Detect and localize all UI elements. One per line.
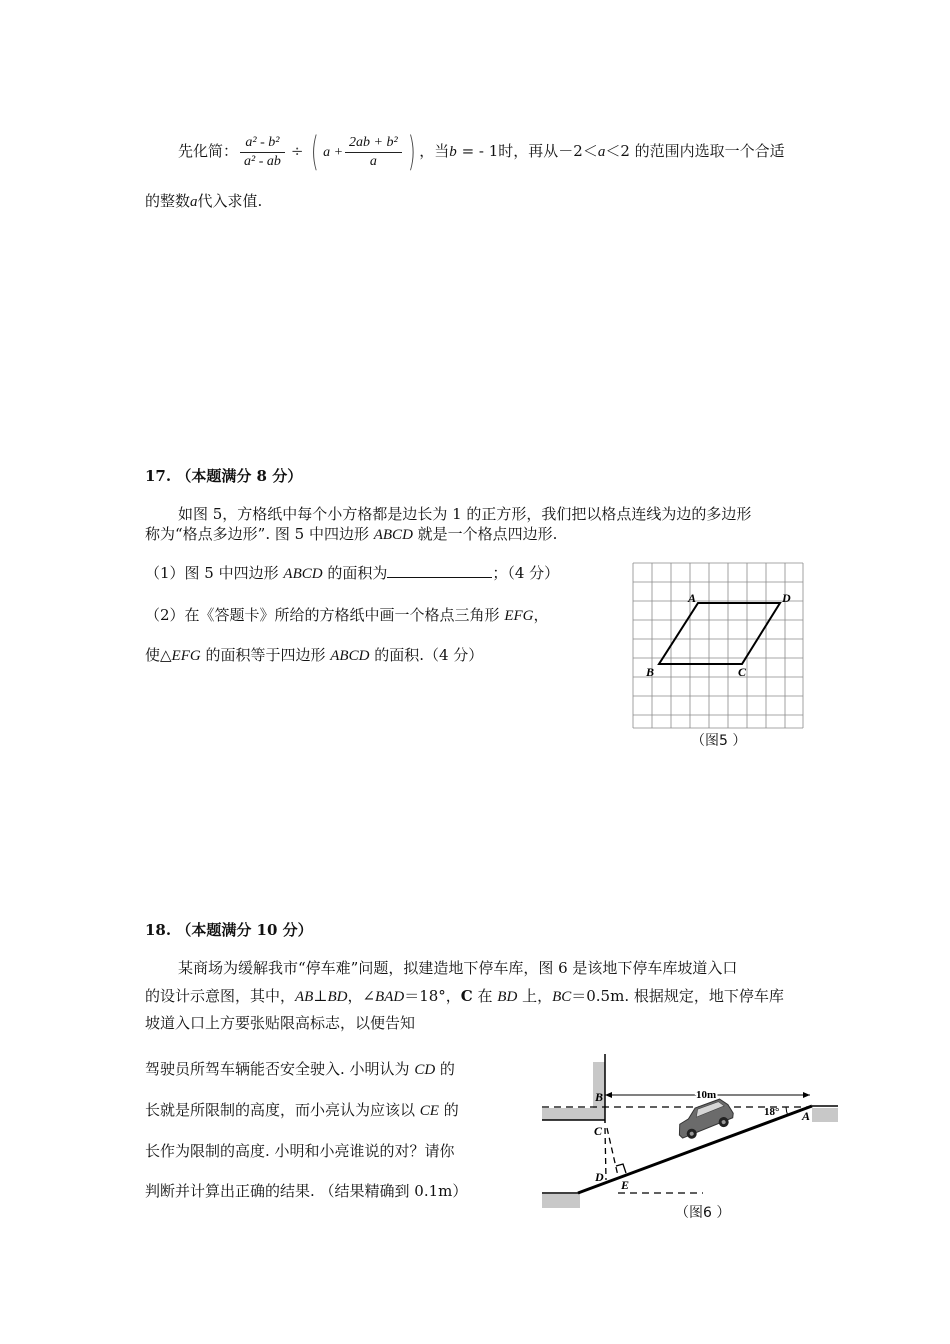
arrow-right bbox=[803, 1092, 810, 1098]
q18-bc: BC bbox=[552, 989, 572, 1005]
q18-para6: 长作为限制的高度. 小明和小亮谁说的对？请你 bbox=[145, 1142, 455, 1160]
q17-para2-post: 就是一个格点四边形. bbox=[412, 525, 558, 543]
fraction-1 bbox=[240, 134, 285, 171]
q16-cond-pre: ，当 bbox=[419, 142, 450, 160]
q16-line2-a: a bbox=[190, 194, 198, 210]
fraction-2 bbox=[345, 134, 402, 171]
q18-para5-post: 的 bbox=[438, 1101, 459, 1119]
ground-shade-right bbox=[812, 1108, 838, 1122]
q16-line2-pre: 的整数 bbox=[145, 192, 191, 210]
dimension-label: 10m bbox=[696, 1089, 717, 1101]
dashed-ce bbox=[607, 1128, 618, 1176]
q18-eq: ＝18°， bbox=[404, 987, 461, 1005]
inner-a: a + bbox=[323, 145, 344, 160]
q17-item1 bbox=[145, 562, 559, 583]
fraction-1-denominator: a² - ab bbox=[244, 153, 281, 169]
grid-lines bbox=[633, 563, 803, 728]
q18-para4 bbox=[145, 1058, 455, 1079]
fraction-2-denominator: a bbox=[369, 153, 377, 169]
q17-item3 bbox=[145, 644, 483, 665]
q18-para7: 判断并计算出正确的结果. （结果精确到 0.1m） bbox=[145, 1182, 468, 1200]
q18-heading: 18. （本题满分 10 分） bbox=[145, 921, 313, 939]
label-b: B bbox=[595, 1090, 604, 1104]
q18-cd: CD bbox=[414, 1062, 436, 1078]
q16-line2-post: 代入求值. bbox=[197, 192, 263, 210]
q17-item1-post: ；（4 分） bbox=[492, 564, 560, 582]
q17-item1-mid: 的面积为 bbox=[322, 564, 388, 582]
figure-5-caption: （图5 ） bbox=[691, 733, 747, 749]
q16-cond-a: a bbox=[597, 144, 606, 160]
answer-blank bbox=[387, 563, 492, 578]
q18-para1: 某商场为缓解我市“停车难”问题，拟建造地下停车库，图 6 是该地下停车库坡道入口 bbox=[178, 959, 738, 977]
q18-para4-pre: 驾驶员所驾车辆能否安全驶入. 小明认为 bbox=[145, 1060, 415, 1078]
label-c: C bbox=[594, 1124, 603, 1138]
label-d: D bbox=[595, 1170, 604, 1184]
q17-heading: 17. （本题满分 8 分） bbox=[145, 467, 303, 485]
fraction-1-numerator: a² - b² bbox=[240, 134, 285, 153]
q17-para2-abcd: ABCD bbox=[373, 527, 413, 543]
q18-para5-pre: 长就是所限制的高度，而小亮认为应该以 bbox=[145, 1101, 420, 1119]
figure-6-ramp bbox=[538, 1048, 840, 1213]
divide-sign: ÷ bbox=[290, 142, 304, 160]
q17-item2-efg: EFG bbox=[504, 608, 534, 624]
figure-6-caption: （图6 ） bbox=[675, 1205, 731, 1221]
figure-5-grid bbox=[628, 558, 808, 733]
q18-para4-post: 的 bbox=[435, 1060, 455, 1078]
q18-c: C bbox=[460, 987, 473, 1005]
q16-cond-b: b bbox=[449, 144, 457, 160]
q17-item1-abcd: ABCD bbox=[283, 566, 323, 582]
q17-item2-post: ， bbox=[533, 606, 549, 624]
q17-item3-abcd: ABCD bbox=[330, 648, 370, 664]
ground-shade-bottom bbox=[542, 1194, 580, 1208]
q18-ce: CE bbox=[419, 1103, 439, 1119]
arrow-left bbox=[605, 1092, 612, 1098]
q16-line2 bbox=[145, 190, 262, 211]
q17-item3-post: 的面积.（4 分） bbox=[369, 646, 484, 664]
q18-perp: ⊥ bbox=[313, 987, 328, 1005]
q17-item3-efg: EFG bbox=[171, 648, 201, 664]
label-e: E bbox=[621, 1178, 630, 1192]
q18-angle: ，∠ bbox=[347, 987, 376, 1005]
fraction-2-numerator: 2ab + b² bbox=[345, 134, 402, 153]
q17-item2 bbox=[145, 604, 549, 625]
q18-para2-post: ＝0.5m. 根据规定，地下停车库 bbox=[571, 987, 784, 1005]
q16-prefix: 先化简： bbox=[178, 142, 239, 160]
left-paren: ( bbox=[311, 129, 320, 175]
angle-label: 18° bbox=[764, 1106, 780, 1118]
dashed-cd bbox=[605, 1128, 606, 1180]
q18-up: 上， bbox=[517, 987, 553, 1005]
parallelogram-abcd bbox=[659, 603, 780, 664]
q18-bd: BD bbox=[327, 989, 348, 1005]
right-paren: ) bbox=[407, 129, 416, 175]
label-c: C bbox=[738, 665, 747, 679]
q18-para3: 坡道入口上方要张贴限高标志，以便告知 bbox=[145, 1014, 416, 1032]
label-a: A bbox=[688, 591, 697, 605]
q18-para2-pre: 的设计示意图，其中， bbox=[145, 987, 296, 1005]
q17-para2 bbox=[145, 523, 557, 544]
car-icon bbox=[673, 1096, 737, 1142]
label-b: B bbox=[646, 665, 655, 679]
q17-item2-pre: （2）在《答题卡》所给的方格纸中画一个格点三角形 bbox=[145, 606, 505, 624]
q16-cond-post: ＜2 的范围内选取一个合适 bbox=[605, 142, 785, 160]
q17-para2-pre: 称为“格点多边形”. 图 5 中四边形 bbox=[145, 525, 374, 543]
q18-bd2: BD bbox=[497, 989, 518, 1005]
ground-shade-top-left bbox=[542, 1108, 600, 1120]
label-a: A bbox=[802, 1109, 811, 1123]
q18-para2 bbox=[145, 985, 784, 1006]
q18-bad: BAD bbox=[375, 989, 405, 1005]
label-d: D bbox=[782, 591, 791, 605]
q16-cond-eq: = - 1时，再从－2＜ bbox=[456, 142, 598, 160]
q18-ab: AB bbox=[295, 989, 314, 1005]
q18-on: 在 bbox=[472, 987, 498, 1005]
q18-para5 bbox=[145, 1099, 459, 1120]
q17-item3-pre: 使△ bbox=[145, 646, 172, 664]
q16-line1 bbox=[178, 126, 785, 176]
q17-item1-pre: （1）图 5 中四边形 bbox=[145, 564, 284, 582]
q17-para1: 如图 5，方格纸中每个小方格都是边长为 1 的正方形，我们把以格点连线为边的多边形 bbox=[178, 505, 752, 523]
q17-item3-mid: 的面积等于四边形 bbox=[200, 646, 331, 664]
